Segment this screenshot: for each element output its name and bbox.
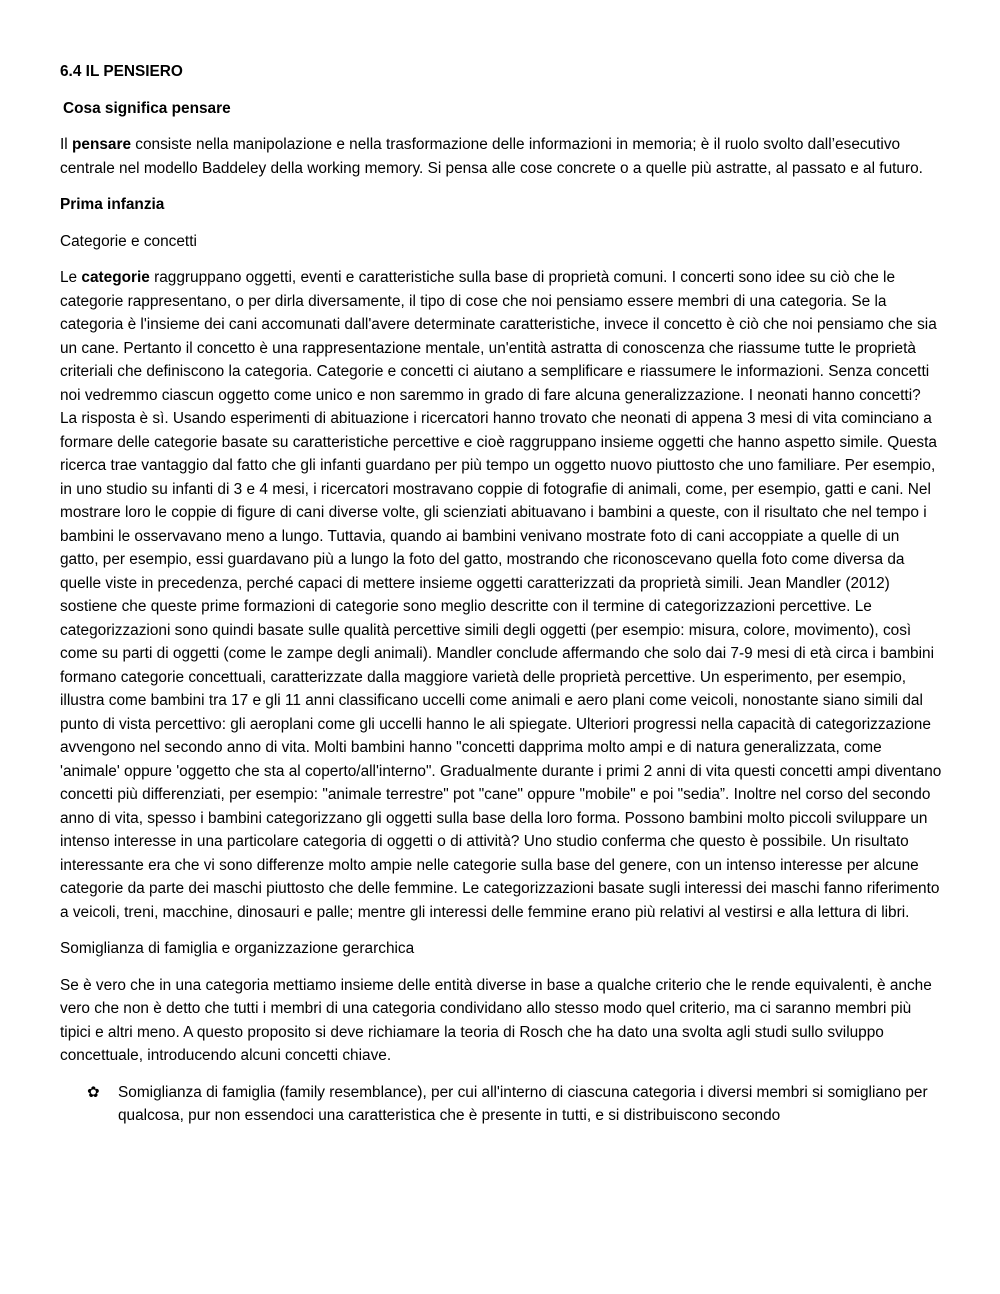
flower-bullet-icon: ✿ bbox=[87, 1083, 100, 1101]
paragraph-categorie-post: raggruppano oggetti, eventi e caratteristiche sulla base di proprietà comuni. I concerti sono idee su ciò che le categorie rappresentano, o per dirla diversamente, il tipo di cose che noi pensiamo essere membri di una categoria. Se la categoria è l'insieme dei cani accomunati dall'avere determinate caratteristiche, invece il concetto è ciò che noi pensiamo che sia un cane. Pertanto il concetto è una rappresentazione mentale, un'entità astratta di conoscenza che riassume tutte le proprietà criteriali che definiscono la categoria. Categorie e concetti ci aiutano a semplificare e riassumere le informazioni. Senza concetti noi vedremmo ciascun oggetto come unico e non saremmo in grado di fare alcuna generalizzazione. I neonati hanno concetti? La risposta è sì. Usando esperimenti di abituazione i ricercatori hanno trovato che neonati di appena 3 mesi di vita cominciano a formare delle categorie basate su caratteristiche percettive e cioè raggruppano insieme oggetti che hanno aspetto simile. Questa ricerca trae vantaggio dal fatto che gli infanti guardano per più tempo un oggetto nuovo piuttosto che uno familiare. Per esempio, in uno studio su infanti di 3 e 4 mesi, i ricercatori mostravano coppie di fotografie di animali, come, per esempio, gatti e cani. Nel mostrare loro le coppie di figure di cani diverse volte, gli scienziati abituavano i bambini a queste, con il risultato che nel tempo i bambini le osservavano meno a lungo. Tuttavia, quando ai bambini venivano mostrate foto di cani accoppiate a quelle di un gatto, per esempio, essi guardavano più a lungo la foto del gatto, mostrando che riconoscevano quella foto come diversa da quelle viste in precedenza, perché capaci di mettere insieme oggetti caratterizzati da proprietà simili. Jean Mandler (2012) sostiene che queste prime formazioni di categorie sono meglio descritte con il termine di categorizzazioni percettive. Le categorizzazioni sono quindi basate sulle qualità percettive simili degli oggetti (per esempio: misura, colore, movimento), così come su parti di oggetti (come le zampe degli animali). Mandler conclude affermando che solo dai 7-9 mesi di età circa i bambini formano categorie concettuali, caratterizzate dalla maggiore varietà delle proprietà percettive. Un esperimento, per esempio, illustra come bambini tra 17 e gli 11 anni classificano uccelli come animali e aero plani come veicoli, nonostante siano simili dal punto di vista percettivo: gli aeroplani come gli uccelli hanno le ali spiegate. Ulteriori progressi nella capacità di categorizzazione avvengono nel secondo anno di vita. Molti bambini hanno "concetti dapprima molto ampi e di natura generalizzata, come 'animale' oppure 'oggetto che sta al coperto/all'interno". Gradualmente durante i primi 2 anni di vita questi concetti ampi diventano concetti più differenziati, per esempio: "animale terrestre" pot "cane" oppure "mobile" e poi "sedia”. Inoltre nel corso del secondo anno di vita, spesso i bambini categorizzano gli oggetti sulla base della loro forma. Possono bambini molto piccoli sviluppare un intenso interesse in una particolare categoria di oggetti o di attività? Uno studio conferma che questo è possibile. Un risultato interessante era che vi sono differenze molto ampie nelle categorie sulla base del genere, con un intenso interesse per alcune categorie da parte dei maschi piuttosto che delle femmine. Le categorizzazioni basate sugli interessi dei maschi fanno riferimento a veicoli, treni, macchine, dinosauri e palle; mentre gli interessi delle femmine erano più relativi al vestirsi e alla lettura di libri. bbox=[60, 269, 942, 921]
list-item bbox=[60, 1081, 942, 1128]
heading-prima-infanzia: Prima infanzia bbox=[60, 196, 165, 213]
paragraph-rosch: Se è vero che in una categoria mettiamo insieme delle entità diverse in base a qualche criterio che le rende equivalenti, è anche vero che non è detto che tutti i membri di una categoria condividano allo stesso modo quel criterio, ma ci saranno membri più tipici e altri meno. A questo proposito si deve richiamare la teoria di Rosch che ha dato una svolta agli studi sullo sviluppo concettuale, introducendo alcuni concetti chiave. bbox=[60, 976, 932, 1064]
paragraph-categorie bbox=[60, 266, 942, 924]
term-categorie: categorie bbox=[81, 269, 150, 286]
list-item-text: Somiglianza di famiglia (family resemblance), per cui all'interno di ciascuna categoria i diversi membri si somigliano per qualcosa, pur non essendoci una caratteristica che è presente in tutti, e si distribuiscono secondo bbox=[118, 1083, 928, 1124]
term-pensare: pensare bbox=[71, 136, 132, 153]
paragraph-pensare bbox=[60, 133, 942, 180]
heading-categorie-concetti: Categorie e concetti bbox=[60, 232, 197, 250]
document-page bbox=[60, 60, 942, 1128]
subtitle: Cosa significa pensare bbox=[63, 99, 231, 117]
heading-somiglianza: Somiglianza di famiglia e organizzazione gerarchica bbox=[60, 940, 415, 957]
paragraph-categorie-pre: Le bbox=[60, 269, 82, 286]
paragraph-pensare-post: consiste nella manipolazione e nella trasformazione delle informazioni in memoria; è il ruolo svolto dall’esecutivo centrale nel modello Baddeley della working memory. Si pensa alle cose concrete o a quelle più astratte, al passato e al futuro. bbox=[60, 136, 923, 177]
paragraph-pensare-pre: Il bbox=[60, 136, 72, 153]
section-title: 6.4 IL PENSIERO bbox=[60, 63, 183, 80]
